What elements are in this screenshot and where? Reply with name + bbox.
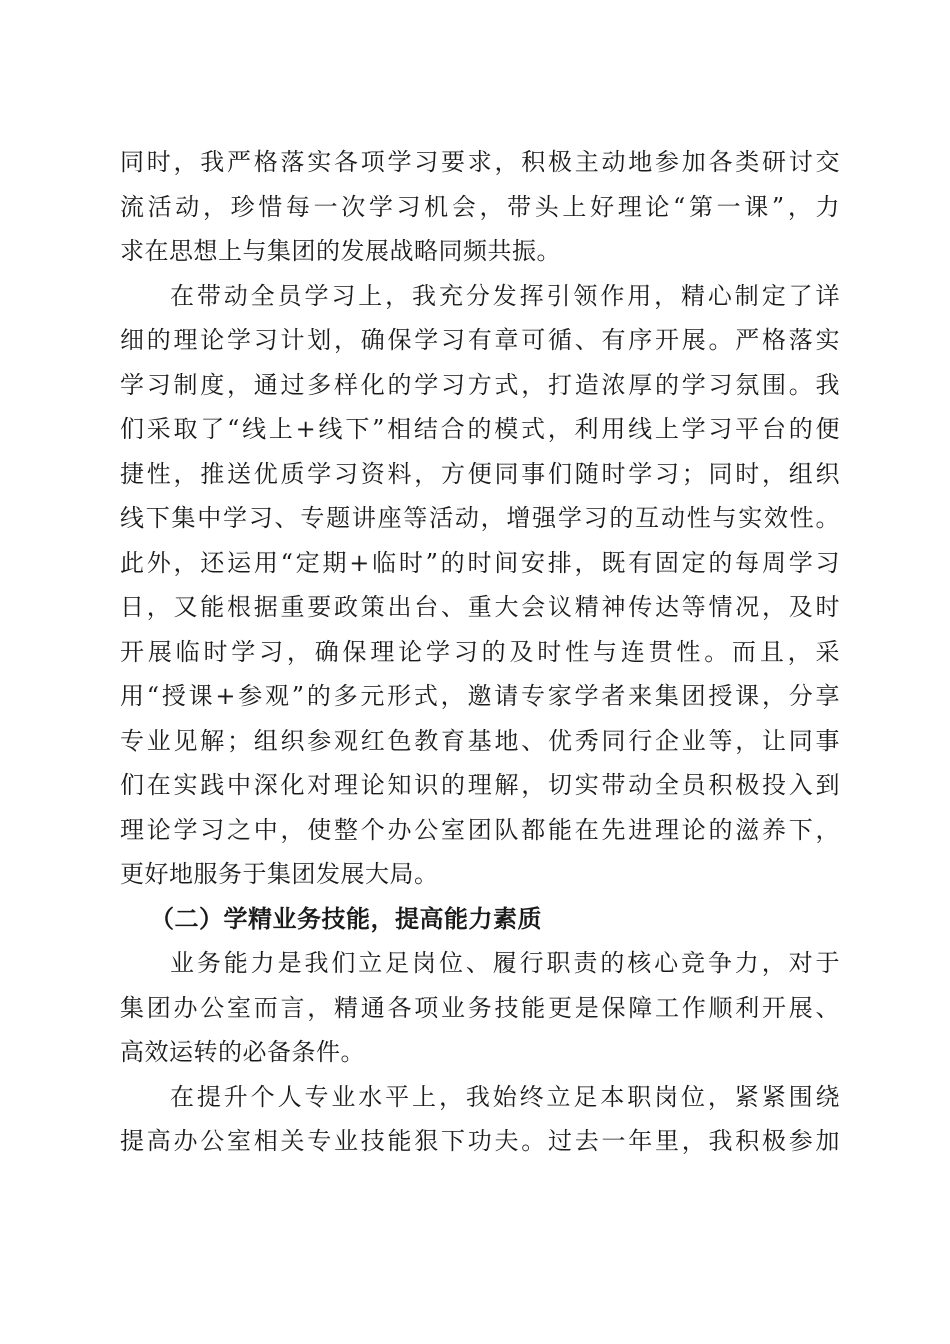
text-line: 求在思想上与集团的发展战略同频共振。 (120, 237, 561, 265)
text-line: 日，又能根据重要政策出台、重大会议精神传达等情况，及时 (120, 593, 840, 621)
section-heading: （二）学精业务技能，提高能力素质 (150, 903, 542, 933)
document-body (120, 140, 840, 1164)
text-line: 在带动全员学习上，我充分发挥引领作用，精心制定了详 (170, 281, 840, 310)
text-line: 同时，我严格落实各项学习要求，积极主动地参加各类研讨交 (120, 148, 840, 176)
text-line: 用“授课+参观”的多元形式，邀请专家学者来集团授课，分享 (120, 682, 840, 710)
text-line: 们在实践中深化对理论知识的理解，切实带动全员积极投入到 (120, 771, 840, 799)
text-line: 开展临时学习，确保理论学习的及时性与连贯性。而且，采 (120, 637, 840, 666)
text-line: 在提升个人专业水平上，我始终立足本职岗位，紧紧围绕 (170, 1082, 840, 1111)
text-line: 更好地服务于集团发展大局。 (120, 860, 439, 888)
paragraph-1 (120, 140, 840, 274)
text-line: 线下集中学习、专题讲座等活动，增强学习的互动性与实效性。 (120, 504, 840, 532)
paragraph-4 (120, 1075, 840, 1164)
text-line: 集团办公室而言，精通各项业务技能更是保障工作顺利开展、 (120, 993, 840, 1022)
text-line: 理论学习之中，使整个办公室团队都能在先进理论的滋养下， (120, 815, 840, 844)
text-line: 细的理论学习计划，确保学习有章可循、有序开展。严格落实 (120, 326, 840, 354)
text-line: 提高办公室相关专业技能狠下功夫。过去一年里，我积极参加 (120, 1127, 840, 1155)
text-line: 此外，还运用“定期+临时”的时间安排，既有固定的每周学习 (120, 548, 840, 577)
text-line: 捷性，推送优质学习资料，方便同事们随时学习；同时，组织 (120, 459, 840, 488)
text-line: 们采取了“线上+线下”相结合的模式，利用线上学习平台的便 (120, 415, 840, 443)
text-line: 高效运转的必备条件。 (120, 1038, 365, 1066)
paragraph-2 (120, 274, 840, 897)
text-line: 流活动，珍惜每一次学习机会，带头上好理论“第一课”，力 (120, 192, 840, 221)
paragraph-3 (120, 941, 840, 1075)
text-line: 专业见解；组织参观红色教育基地、优秀同行企业等，让同事 (120, 726, 840, 755)
text-line: 学习制度，通过多样化的学习方式，打造浓厚的学习氛围。我 (120, 370, 840, 399)
text-line: 业务能力是我们立足岗位、履行职责的核心竞争力，对于 (170, 949, 840, 977)
